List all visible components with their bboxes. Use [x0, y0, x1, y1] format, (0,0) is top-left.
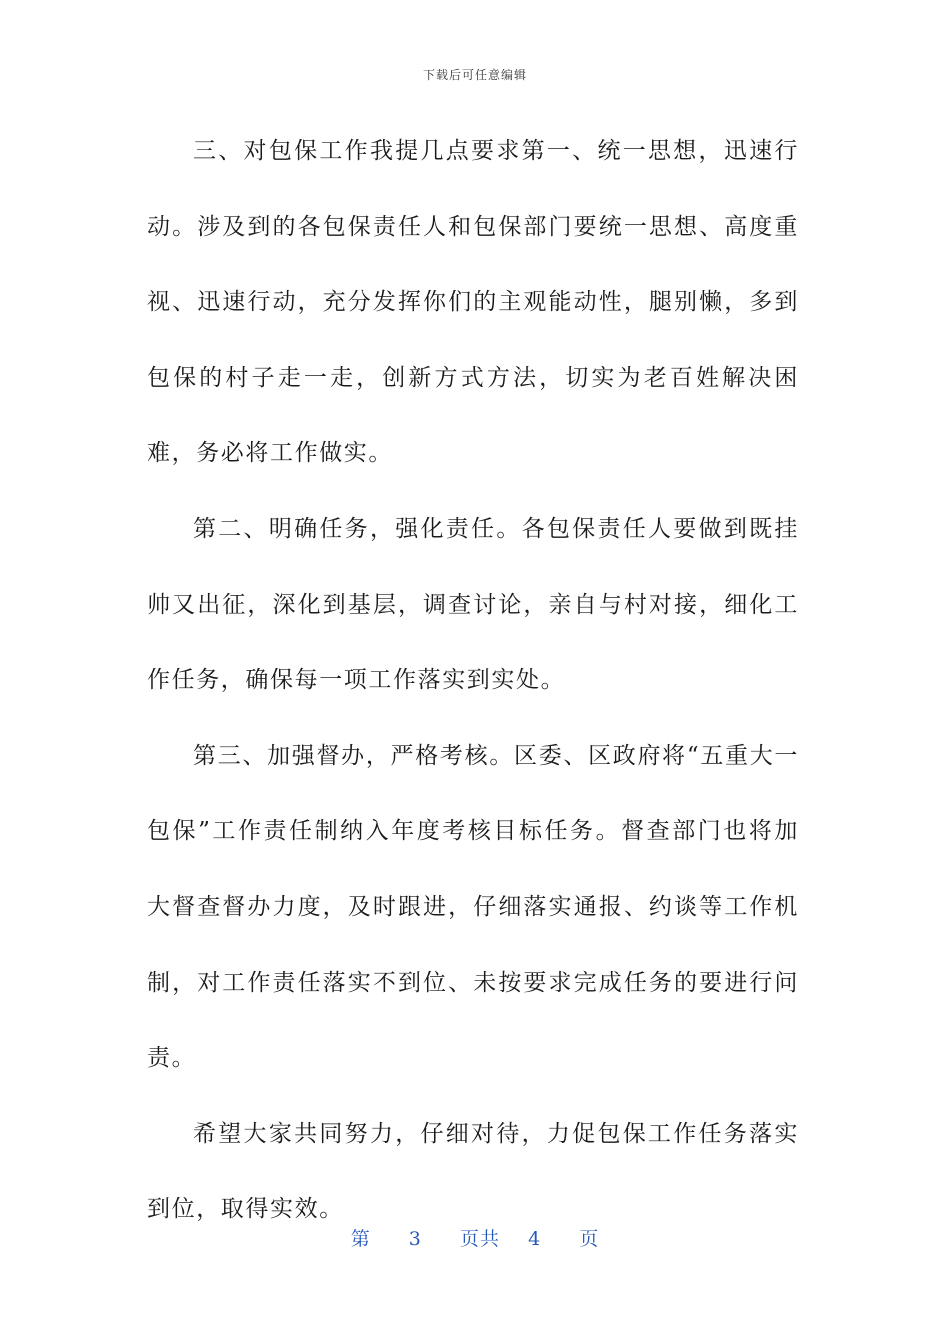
- footer-suffix: 页: [579, 1228, 600, 1250]
- footer-total-pages: 4: [528, 1228, 542, 1250]
- paragraph-second: 第二、明确任务，强化责任。各包保责任人要做到既挂帅又出征，深化到基层，调查讨论，亲自与村对接，细化工作任务，确保每一项工作落实到实处。: [147, 515, 799, 694]
- paragraph-third: 第三、加强督办，严格考核。区委、区政府将“五重大一包保”工作责任制纳入年度考核目标任务。督查部门也将加大督查督办力度，及时跟进，仔细落实通报、约谈等工作机制，对工作责任落实不到位、未按要求完成任务的要进行问责。: [147, 742, 799, 1072]
- header-note: 下载后可任意编辑: [422, 68, 527, 82]
- page-number-footer: [0, 1224, 950, 1251]
- document-body: [147, 114, 799, 1248]
- footer-current-page: 3: [408, 1228, 422, 1250]
- footer-middle: 页共: [459, 1228, 500, 1250]
- paragraph-requirements: 三、对包保工作我提几点要求第一、统一思想，迅速行动。涉及到的各包保责任人和包保部门要统一思想、高度重视、迅速行动，充分发挥你们的主观能动性，腿别懒，多到包保的村子走一走，创新方式方法，切实为老百姓解决困难，务必将工作做实。: [147, 138, 799, 467]
- paragraph-closing: 希望大家共同努力，仔细对待，力促包保工作任务落实到位，取得实效。: [147, 1120, 799, 1223]
- footer-prefix: 第: [350, 1228, 371, 1250]
